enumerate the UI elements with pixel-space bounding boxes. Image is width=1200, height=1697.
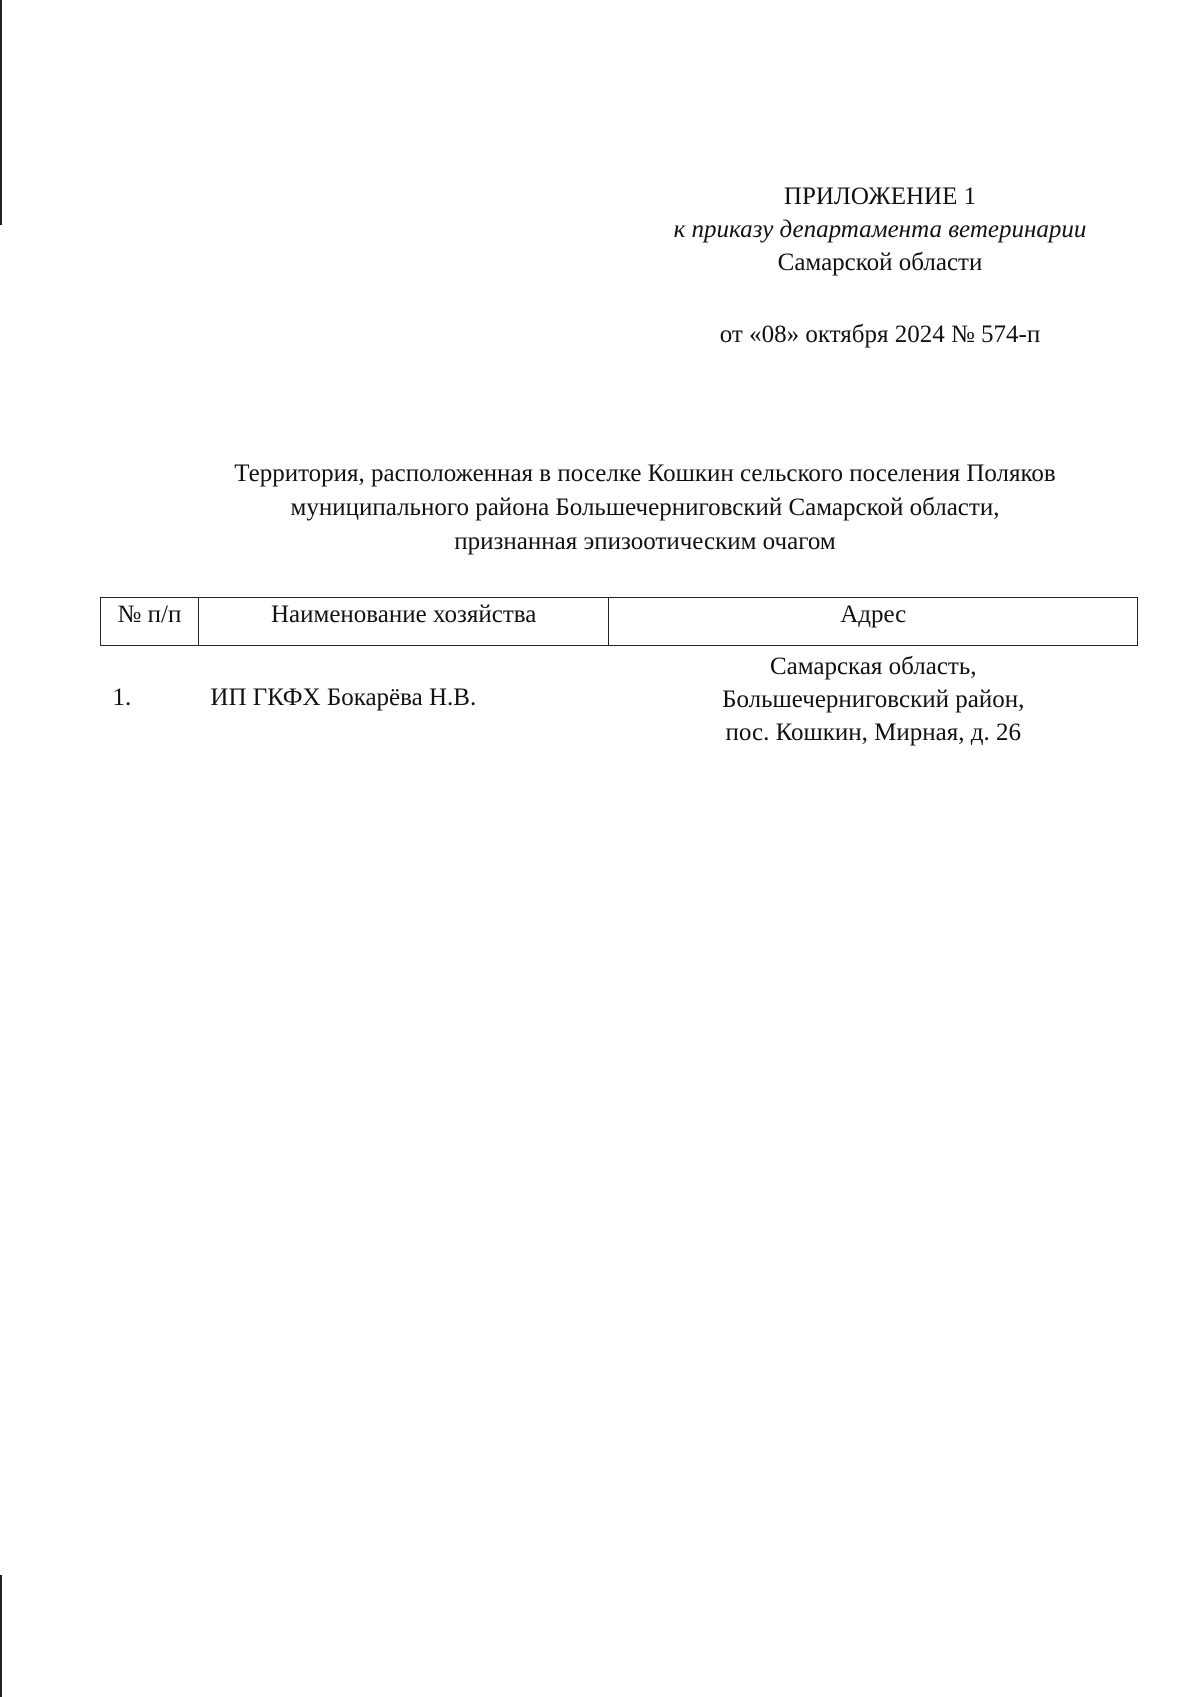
appendix-region: Самарской области	[777, 249, 983, 276]
address-line: пос. Кошкин, Мирная, д. 26	[725, 719, 1021, 746]
document-title	[100, 457, 1190, 559]
document-title-line: Территория, расположенная в поселке Кошкин сельского поселения Поляков	[234, 460, 1056, 487]
appendix-subtitle: к приказу департамента ветеринарии	[673, 216, 1087, 243]
farm-name: ИП ГКФХ Бокарёва Н.В.	[210, 684, 477, 711]
address-line: Большечерниговский район,	[722, 686, 1025, 713]
scan-edge-artifact	[0, 0, 2, 225]
column-header-name: Наименование хозяйства	[198, 598, 609, 646]
column-header-number: № п/п	[101, 598, 199, 646]
table-row	[101, 646, 1138, 750]
document-title-line: муниципального района Большечерниговский Самарской области,	[290, 494, 1000, 521]
column-header-address: Адрес	[609, 598, 1138, 646]
document-title-line: признанная эпизоотическим очагом	[454, 528, 836, 555]
farms-table	[100, 597, 1138, 749]
order-reference: от «08» октября 2024 № 574-п	[719, 321, 1041, 348]
scan-edge-artifact	[0, 1575, 2, 1697]
farm-address	[609, 646, 1138, 750]
appendix-title: ПРИЛОЖЕНИЕ 1	[783, 183, 977, 210]
row-number: 1.	[112, 684, 132, 711]
appendix-header	[640, 180, 1120, 279]
address-line: Самарская область,	[769, 653, 977, 680]
table-header-row	[101, 598, 1138, 646]
